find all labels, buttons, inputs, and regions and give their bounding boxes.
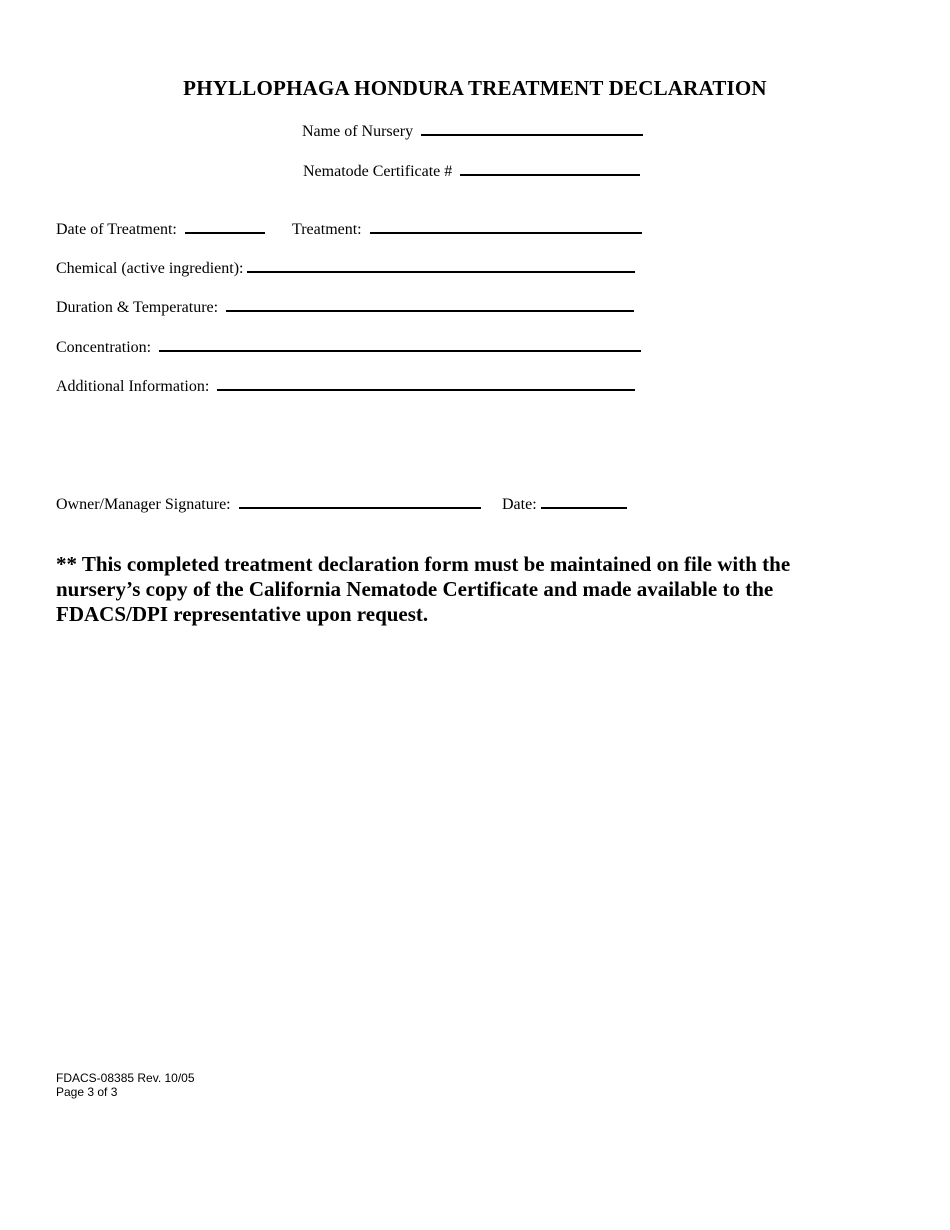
signature-date-field[interactable]: [541, 493, 627, 509]
treatment-row: [292, 218, 642, 240]
nursery-name-row: [302, 120, 643, 142]
signature-date-row: [502, 493, 627, 515]
footer: [56, 1071, 195, 1099]
certificate-label: Nematode Certificate #: [303, 163, 453, 180]
treatment-label: Treatment:: [292, 221, 362, 238]
nursery-name-field[interactable]: [421, 120, 643, 136]
signature-field[interactable]: [239, 493, 481, 509]
duration-field[interactable]: [226, 296, 634, 312]
concentration-label: Concentration:: [56, 339, 152, 356]
date-of-treatment-label: Date of Treatment:: [56, 221, 177, 238]
signature-date-label: Date:: [502, 496, 537, 513]
additional-info-label: Additional Information:: [56, 378, 210, 395]
concentration-row: [56, 336, 641, 358]
signature-row: [56, 493, 481, 515]
concentration-field[interactable]: [159, 336, 641, 352]
chemical-row: [56, 257, 635, 279]
form-number: FDACS-08385 Rev. 10/05: [56, 1071, 195, 1085]
certificate-row: [303, 160, 640, 182]
additional-info-field[interactable]: [217, 375, 635, 391]
nursery-name-label: Name of Nursery: [302, 123, 414, 140]
page-number: Page 3 of 3: [56, 1085, 118, 1099]
chemical-label: Chemical (active ingredient):: [56, 260, 244, 277]
signature-label: Owner/Manager Signature:: [56, 496, 231, 513]
treatment-field[interactable]: [370, 218, 642, 234]
certificate-number-field[interactable]: [460, 160, 640, 176]
duration-label: Duration & Temperature:: [56, 299, 219, 316]
date-of-treatment-field[interactable]: [185, 218, 265, 234]
retention-notice: ** This completed treatment declaration form must be maintained on file with the nursery’s copy of the California Nematode Certificate and made available to the FDACS/DPI representative upon request.: [56, 552, 791, 626]
duration-row: [56, 296, 634, 318]
chemical-field[interactable]: [247, 257, 635, 273]
additional-info-row: [56, 375, 635, 397]
date-of-treatment-row: [56, 218, 265, 240]
form-title: PHYLLOPHAGA HONDURA TREATMENT DECLARATION: [183, 76, 767, 100]
